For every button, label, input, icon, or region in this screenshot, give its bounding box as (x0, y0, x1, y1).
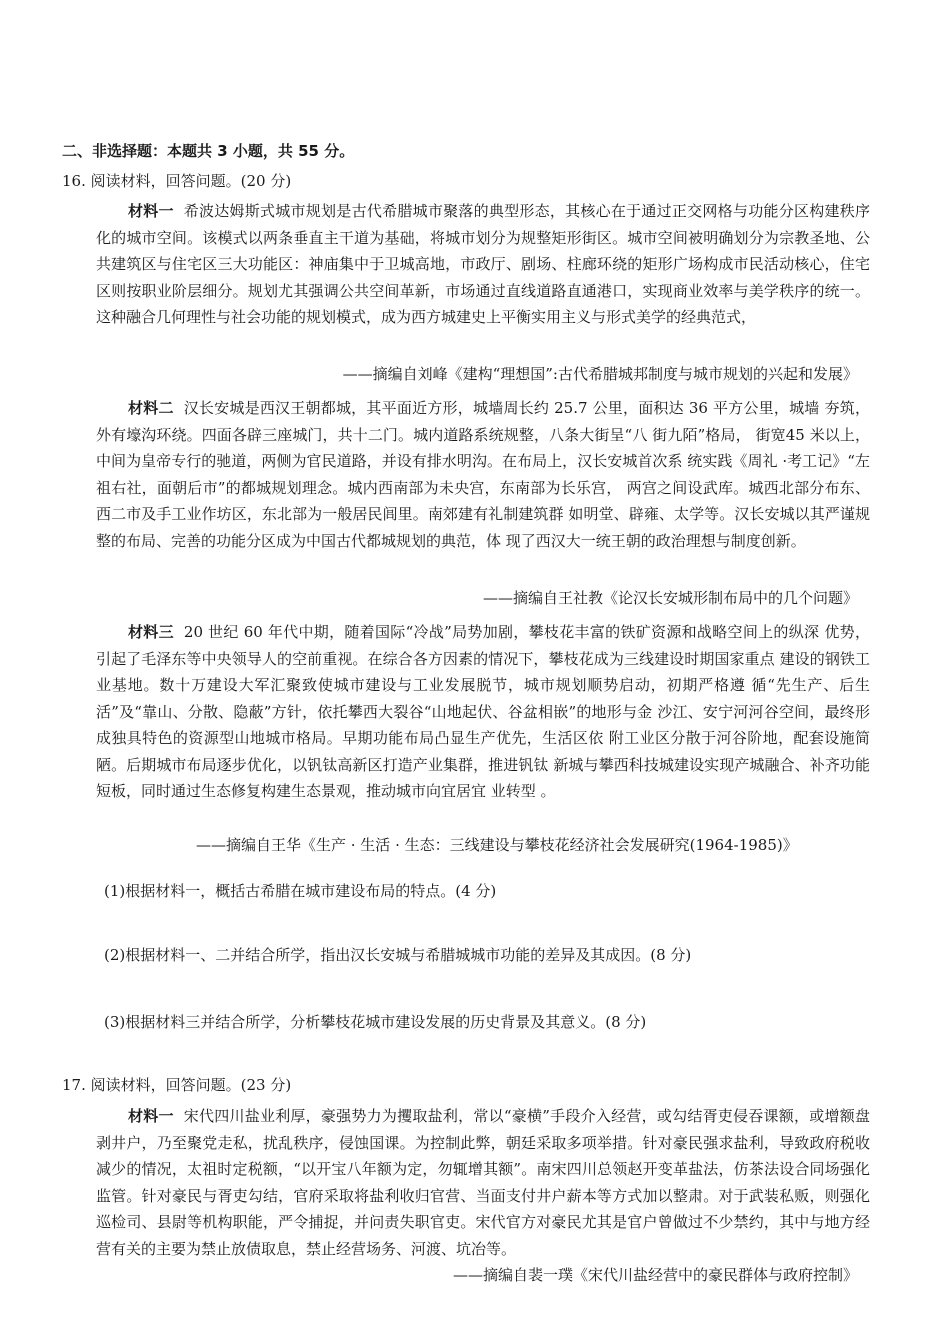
material-text: 20 世纪 60 年代中期，随着国际“冷战”局势加剧，攀枝花丰富的铁矿资源和战略空间上的纵深 优势，引起了毛泽东等中央领导人的空前重视。在综合各方因素的情况下，攀枝花成为三线建设时期国家重点 建设的钢铁工业基地。数十万建设大军汇聚致使城市建设与工业发展脱节，城市规划顺势启动，初期严格遵 循“先生产、后生活”及“靠山、分散、隐蔽”方针，依托攀西大裂谷“山地起伏、谷盆相嵌”的地形与金 沙江、安宁河河谷空间，最终形成独具特色的资源型山地城市格局。早期功能布局凸显生产优先，生活区依 附工业区分散于河谷阶地，配套设施简陋。后期城市布局逐步优化，以钒钛高新区打造产业集群，推进钒钛 新城与攀西科技城建设实现产城融合、补齐功能短板，同时通过生态修复构建生态景观，推动城市向宜居宜 业转型 。 (96, 623, 870, 800)
material-label: 材料一 (128, 1107, 174, 1125)
question-17-header: 17. 阅读材料，回答问题。(23 分) (62, 1076, 292, 1094)
material-text: 希波达姆斯式城市规划是古代希腊城市聚落的典型形态，其核心在于通过正交网格与功能分区构建秩序化的城市空间。该模式以两条垂直主干道为基础，将城市划分为规整矩形街区。城市空间被明确划分为宗教圣地、公共建筑区与住宅区三大功能区：神庙集中于卫城高地，市政厅、剧场、柱廊环绕的矩形广场构成市民活动核心，住宅区则按职业阶层细分。规划尤其强调公共空间革新，市场通过直线道路直通港口，实现商业效率与美学秩序的统一。这种融合几何理性与社会功能的规划模式，成为西方城建史上平衡实用主义与形式美学的经典范式， (96, 202, 870, 326)
q16-material-1-source: ——摘编自刘峰《建构“理想国”:古代希腊城邦制度与城市规划的兴起和发展》 (342, 365, 858, 383)
q16-subquestion-3: (3)根据材料三并结合所学，分析攀枝花城市建设发展的历史背景及其意义。(8 分) (104, 1013, 647, 1031)
q16-material-3-source: ——摘编自王华《生产 · 生活 · 生态：三线建设与攀枝花经济社会发展研究(1964-1985)》 (196, 836, 798, 854)
q16-material-3 (96, 619, 870, 805)
material-label: 材料二 (128, 399, 174, 417)
material-text: 宋代四川盐业利厚，豪强势力为攫取盐利，常以“豪横”手段介入经营，或勾结胥吏侵吞课额，或增额盘剥井户，乃至聚党走私，扰乱秩序，侵蚀国课。为控制此弊，朝廷采取多项举措。针对豪民强求盐利，导致政府税收减少的情况，太祖时定税额，“以开宝八年额为定，勿辄增其额”。南宋四川总领赵开变革盐法，仿茶法设合同场强化监管。针对豪民与胥吏勾结，官府采取将盐利收归官营、当面支付井户薪本等方式加以整肃。对于武装私贩，则强化巡检司、县尉等机构职能，严令捕捉，并问责失职官吏。宋代官方对豪民尤其是官户曾做过不少禁约，其中与地方经营有关的主要为禁止放债取息，禁止经营场务、河渡、坑冶等。 (96, 1107, 870, 1258)
q17-material-1 (96, 1103, 870, 1262)
q16-material-1 (96, 198, 870, 331)
material-label: 材料三 (128, 623, 174, 641)
q16-material-2 (96, 395, 870, 554)
material-text: 汉长安城是西汉王朝都城，其平面近方形，城墙周长约 25.7 公里，面积达 36 平方公里，城墙 夯筑，外有壕沟环绕。四面各辟三座城门，共十二门。城内道路系统规整，八条大街呈“八 街九陌”格局， 街宽45 米以上，中间为皇帝专行的驰道，两侧为官民道路，并设有排水明沟。在布局上，汉长安城首次系 统实践《周礼 ·考工记》“左祖右社，面朝后市”的都城规划理念。城内西南部为未央宫，东南部为长乐宫， 两宫之间设武库。城西北部分布东、西二市及手工业作坊区，东北部为一般居民闾里。南郊建有礼制建筑群 如明堂、辟雍、太学等。汉长安城以其严谨规整的布局、完善的功能分区成为中国古代都城规划的典范，体 现了西汉大一统王朝的政治理想与制度创新。 (96, 399, 870, 550)
q16-subquestion-1: (1)根据材料一，概括古希腊在城市建设布局的特点。(4 分) (104, 882, 497, 900)
q16-subquestion-2: (2)根据材料一、二并结合所学，指出汉长安城与希腊城城市功能的差异及其成因。(8 分) (104, 946, 692, 964)
question-16-header: 16. 阅读材料，回答问题。(20 分) (62, 172, 292, 190)
q17-material-1-source: ——摘编自裴一璞《宋代川盐经营中的豪民群体与政府控制》 (452, 1266, 858, 1284)
section-title: 二、非选择题：本题共 3 小题，共 55 分。 (62, 142, 355, 160)
q16-material-2-source: ——摘编自王社教《论汉长安城形制布局中的几个问题》 (482, 589, 858, 607)
material-label: 材料一 (128, 202, 174, 220)
